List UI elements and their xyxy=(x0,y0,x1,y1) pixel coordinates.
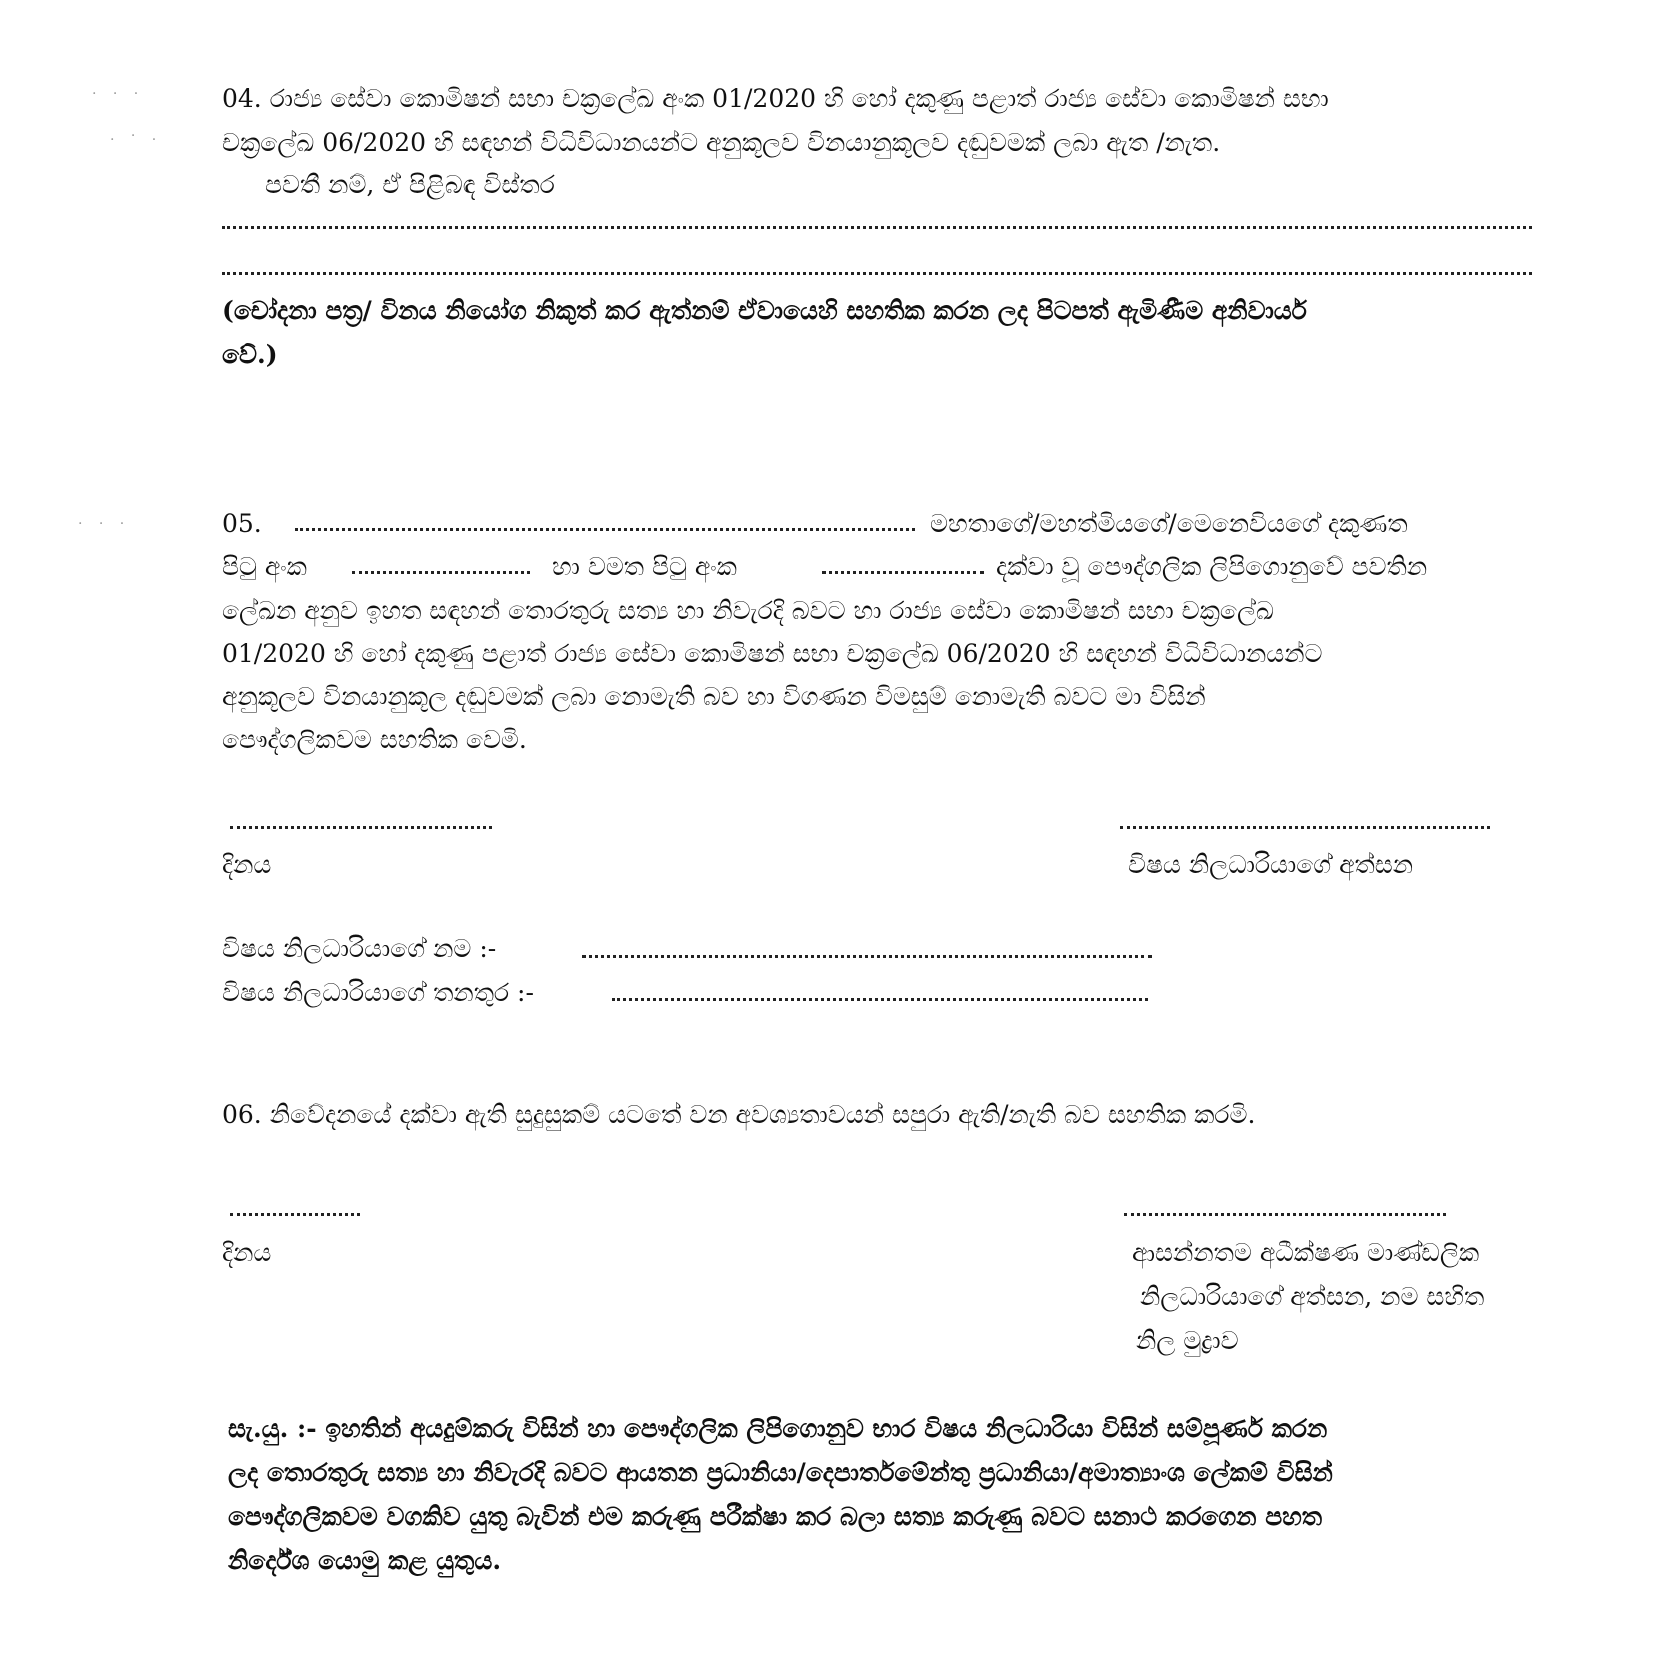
left-page-number-blank[interactable] xyxy=(822,571,984,574)
right-page-number-blank[interactable] xyxy=(352,571,530,574)
signature-label-05: විෂය නිලධාරියාගේ අත්සන xyxy=(1128,850,1414,879)
officer-name-blank[interactable] xyxy=(295,528,915,531)
officer-post-field[interactable] xyxy=(612,998,1148,1001)
section-05-number: 05. xyxy=(222,509,262,538)
section-05-line-3: ලේඛන අනුව ඉහත සඳහන් තොරතුරු සත්‍ය හා නිවැරදි බවට හා රාජ්‍ය සේවා කොමිෂන් සභා චක්‍රලේඛ xyxy=(222,596,1274,625)
section-06-line-1: 06. නිවේදනයේ දක්වා ඇති සුදුසුකම් යටතේ වන අවශ්‍යතාවයන් සපුරා ඇති/නැති බව සහතික කරමි. xyxy=(222,1100,1256,1129)
section-05-line-6: පෞද්ගලිකවම සහතික වෙමි. xyxy=(222,725,527,754)
details-line-1[interactable] xyxy=(222,226,1532,229)
section-05-right-page-label: පිටු අංක xyxy=(222,552,307,581)
officer-name-field[interactable] xyxy=(582,955,1152,958)
section-05-line-5: අනුකූලව විනයානුකූල දඬුවමක් ලබා නොමැති බව හා විගණන විමසුම් නොමැති බවට මා විසින් xyxy=(222,682,1206,711)
date-blank-06[interactable] xyxy=(230,1213,360,1216)
supervisor-signature-line-1: ආසන්නතම අධීක්ෂණ මාණ්ඩලික xyxy=(1132,1238,1480,1267)
section-05-line-1-end: මහතාගේ/මහත්මියගේ/මෙනෙවියගේ දකුණත xyxy=(930,509,1408,538)
officer-name-label: විෂය නිලධාරියාගේ නම :- xyxy=(222,934,497,963)
section-04-details-label: පවතී නම්, ඒ පිළිබඳ විස්තර xyxy=(265,170,555,199)
footnote-line-2: ලද තොරතුරු සත්‍ය හා නිවැරදි බවට ආයතන ප්‍රධානියා/දෙපාර්තමේන්තු ප්‍රධානියා/අමාත්‍යාංශ ලේකම් විසින් xyxy=(228,1458,1333,1487)
footnote-line-1: සැ.යු. :- ඉහතින් අයදුම්කරු විසින් හා පෞද්ගලික ලිපිගොනුව භාර විෂය නිලධාරියා විසින් සම්පූර්ණ කරන xyxy=(228,1414,1328,1443)
scan-speck: . · . xyxy=(110,128,163,144)
date-blank-05[interactable] xyxy=(230,826,492,829)
section-04-line-2: චක්‍රලේඛ 06/2020 හි සඳහන් විධිවිධානයන්ට අනුකූලව විනයානුකූලව දඬුවමක් ලබා ඇත /නැත. xyxy=(222,128,1221,157)
footnote-line-3: පෞද්ගලිකවම වගකිව යුතු බැවින් එම කරුණු පරීක්ෂා කර බලා සත්‍ය කරුණු බවට සනාථ කරගෙන පහත xyxy=(228,1502,1323,1531)
footnote-line-4: නිර්දේශ යොමු කළ යුතුය. xyxy=(228,1546,502,1575)
date-label-05: දිනය xyxy=(222,850,272,879)
section-05-left-page-label: හා වමත පිටු අංක xyxy=(552,552,737,581)
scan-speck: . . . xyxy=(78,512,131,528)
supervisor-signature-line-3: නිල මුද්‍රාව xyxy=(1136,1326,1239,1355)
officer-post-label: විෂය නිලධාරියාගේ තනතුර :- xyxy=(222,978,534,1007)
section-05-line-2-end: දක්වා වූ පෞද්ගලික ලිපිගොනුවේ පවතින xyxy=(996,552,1428,581)
details-line-2[interactable] xyxy=(222,272,1532,275)
section-04-line-1: 04. රාජ්‍ය සේවා කොමිෂන් සභා චක්‍රලේඛ අංක 01/2020 හි හෝ දකුණු පළාත් රාජ්‍ය සේවා කොමිෂන් සභා xyxy=(222,84,1329,113)
signature-blank-06[interactable] xyxy=(1124,1213,1446,1216)
section-04-note-line-1: (චෝදනා පත්‍ර/ විනය නියෝග නිකුත් කර ඇත්නම් ඒවායෙහි සහතික කරන ලද පිටපත් ඇමිණීම අනිවාර්ය xyxy=(222,296,1307,325)
signature-blank-05[interactable] xyxy=(1120,826,1490,829)
section-04-note-line-2: වේ.) xyxy=(222,340,278,369)
scan-speck: . . . xyxy=(92,82,145,98)
supervisor-signature-line-2: නිලධාරියාගේ අත්සන, නම සහිත xyxy=(1140,1282,1485,1311)
section-05-line-4: 01/2020 හි හෝ දකුණු පළාත් රාජ්‍ය සේවා කොමිෂන් සභා චක්‍රලේඛ 06/2020 හි සඳහන් විධිවිධානයන්ට xyxy=(222,639,1323,668)
date-label-06: දිනය xyxy=(222,1238,272,1267)
